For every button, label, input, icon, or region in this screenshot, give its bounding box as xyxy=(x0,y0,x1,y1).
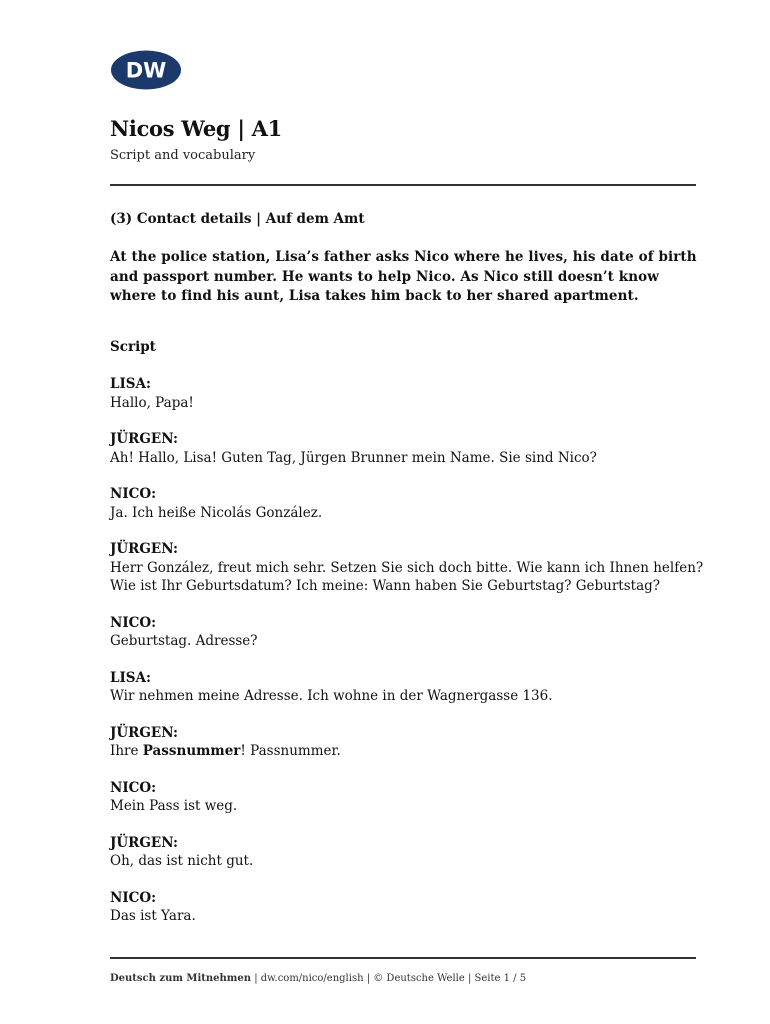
dialogue-line: Mein Pass ist weg. xyxy=(110,798,238,814)
dialogue-turn xyxy=(110,485,710,522)
speaker-name: JÜRGEN: xyxy=(110,541,179,557)
speaker-name: LISA: xyxy=(110,376,152,392)
footer-divider xyxy=(110,957,696,959)
dialogue-turn xyxy=(110,614,710,651)
dialogue-turn xyxy=(110,834,710,871)
dialogue-turn xyxy=(110,669,710,706)
speaker-name: LISA: xyxy=(110,669,152,686)
page-footer xyxy=(110,973,526,984)
speaker-name: NICO: xyxy=(110,779,157,796)
script-dialogue xyxy=(110,375,710,944)
vocabulary-term: Passnummer xyxy=(142,743,241,759)
dialogue-line: Ja. Ich heiße Nicolás González. xyxy=(110,504,323,521)
dialogue-turn xyxy=(110,540,710,596)
page-title: Nicos Weg | A1 xyxy=(110,116,282,141)
episode-summary: At the police station, Lisa’s father asks Nico where he lives, his date of birth and passport number. He wants to help Nico. As Nico still doesn’t know where to find his aunt, Lisa takes him back to her shared apartment. xyxy=(110,249,697,304)
header-divider xyxy=(110,184,696,186)
dialogue-line: Oh, das ist nicht gut. xyxy=(110,853,254,869)
dialogue-turn xyxy=(110,430,710,467)
dialogue-line: Hallo, Papa! xyxy=(110,394,194,411)
speaker-name: NICO: xyxy=(110,889,157,906)
speaker-name: JÜRGEN: xyxy=(110,834,179,851)
dialogue-line: Das ist Yara. xyxy=(110,908,196,924)
dw-logo-text: DW xyxy=(125,58,167,83)
dialogue-line: Ah! Hallo, Lisa! Guten Tag, Jürgen Brunner mein Name. Sie sind Nico? xyxy=(110,449,597,466)
dialogue-line: Wir nehmen meine Adresse. Ich wohne in der Wagnergasse 136. xyxy=(110,688,553,704)
episode-title: (3) Contact details | Auf dem Amt xyxy=(110,211,365,227)
dialogue-turn xyxy=(110,889,710,926)
dw-logo xyxy=(110,50,182,90)
dw-logo-icon xyxy=(110,50,182,90)
dialogue-turn xyxy=(110,724,710,761)
line-text: ! Passnummer. xyxy=(240,743,341,759)
page-subtitle: Script and vocabulary xyxy=(110,148,256,163)
dialogue-line: Geburtstag. Adresse? xyxy=(110,633,258,649)
dialogue-turn xyxy=(110,375,710,412)
dialogue-line: Wie ist Ihr Geburtsdatum? Ich meine: Wann haben Sie Geburtstag? Geburtstag? xyxy=(110,578,661,594)
dialogue-line xyxy=(110,742,710,761)
script-heading: Script xyxy=(110,339,156,355)
footer-brand: Deutsch zum Mitnehmen xyxy=(110,973,252,984)
speaker-name: NICO: xyxy=(110,486,157,502)
line-text: Ihre xyxy=(110,743,143,759)
speaker-name: NICO: xyxy=(110,614,157,631)
speaker-name: JÜRGEN: xyxy=(110,431,179,447)
speaker-name: JÜRGEN: xyxy=(110,724,179,741)
document-page xyxy=(110,0,710,1024)
footer-text: | dw.com/nico/english | © Deutsche Welle | Seite 1 / 5 xyxy=(251,973,527,984)
dialogue-line: Herr González, freut mich sehr. Setzen Sie sich doch bitte. Wie kann ich Ihnen helfen? xyxy=(110,559,704,576)
dialogue-turn xyxy=(110,779,710,816)
